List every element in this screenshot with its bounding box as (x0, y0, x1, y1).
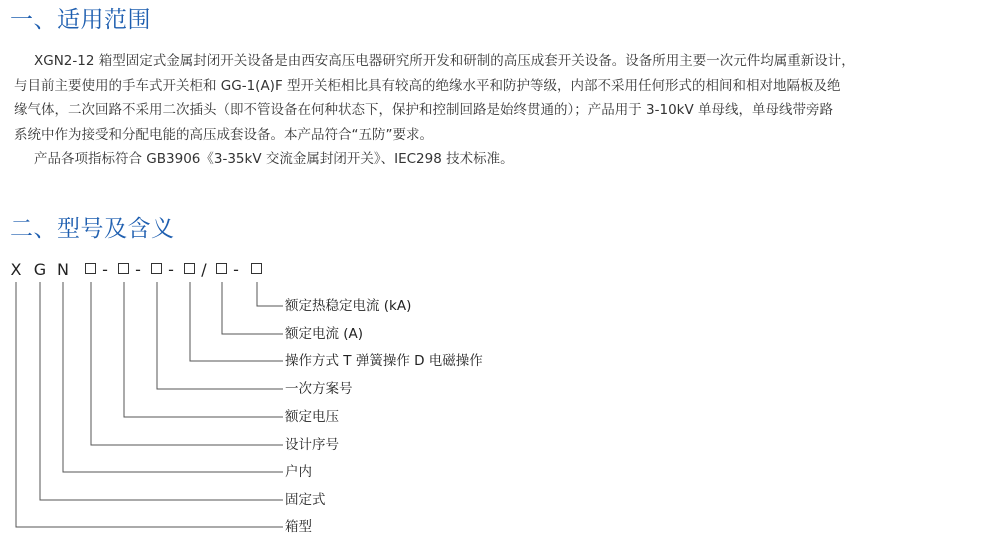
section-title-scope: 一、适用范围 (10, 7, 151, 33)
scope-paragraph-line-4: 系统中作为接受和分配电能的高压成套设备。本产品符合“五防”要求。 (14, 126, 433, 143)
connector-line-rated-voltage (124, 282, 283, 417)
code-box-scheme-no (151, 263, 162, 274)
code-box-operating-mode (184, 263, 195, 274)
connector-line-operating-mode (190, 282, 283, 361)
code-separator-slash: / (201, 260, 207, 279)
legend-thermal-stability-current: 额定热稳定电流 (kA) (285, 298, 412, 314)
connector-line-scheme-no (157, 282, 283, 389)
code-box-rated-voltage (118, 263, 129, 274)
legend-fixed-type: 固定式 (285, 492, 326, 508)
legend-box-type: 箱型 (285, 519, 312, 535)
code-letter-x: X (10, 260, 22, 279)
legend-design-no: 设计序号 (285, 437, 339, 453)
connector-line-box-type (16, 282, 283, 527)
code-letter-n: N (57, 260, 69, 279)
code-box-thermal-current (251, 263, 262, 274)
code-separator: - (102, 260, 108, 279)
scope-paragraph-line-3: 缘气体，二次回路不采用二次插头（即不管设备在何种状态下，保护和控制回路是始终贯通的）；产品用于 3-10kV 单母线，单母线带旁路 (14, 102, 834, 118)
code-box-design-no (85, 263, 96, 274)
code-letter-g: G (33, 260, 47, 279)
legend-rated-current: 额定电流 (A) (285, 326, 364, 342)
scope-paragraph-line-1: XGN2-12 箱型固定式金属封闭开关设备是由西安高压电器研究所开发和研制的高压成套开关设备。设备所用主要一次元件均属重新设计， (34, 53, 855, 69)
legend-primary-scheme-no: 一次方案号 (285, 381, 353, 397)
scope-paragraph-line-2: 与目前主要使用的手车式开关柜和 GG-1(A)F 型开关柜相比具有较高的绝缘水平和防护等级，内部不采用任何形式的相间和相对地隔板及绝 (14, 77, 841, 94)
legend-indoor: 户内 (285, 464, 312, 480)
legend-operating-mode: 操作方式 T 弹簧操作 D 电磁操作 (285, 353, 483, 369)
standards-paragraph: 产品各项指标符合 GB3906《3-35kV 交流金属封闭开关》、IEC298 技术标准。 (34, 151, 514, 167)
connector-line-thermal-current (257, 282, 283, 306)
code-separator: - (168, 260, 174, 279)
section-title-model-meaning: 二、型号及含义 (10, 216, 175, 242)
code-box-rated-current (216, 263, 227, 274)
connector-line-rated-current (222, 282, 283, 334)
code-separator: - (233, 260, 239, 279)
connector-line-design-no (91, 282, 283, 445)
connector-line-indoor (63, 282, 283, 472)
connector-line-fixed-type (40, 282, 283, 500)
code-separator: - (135, 260, 141, 279)
legend-rated-voltage: 额定电压 (285, 409, 339, 425)
